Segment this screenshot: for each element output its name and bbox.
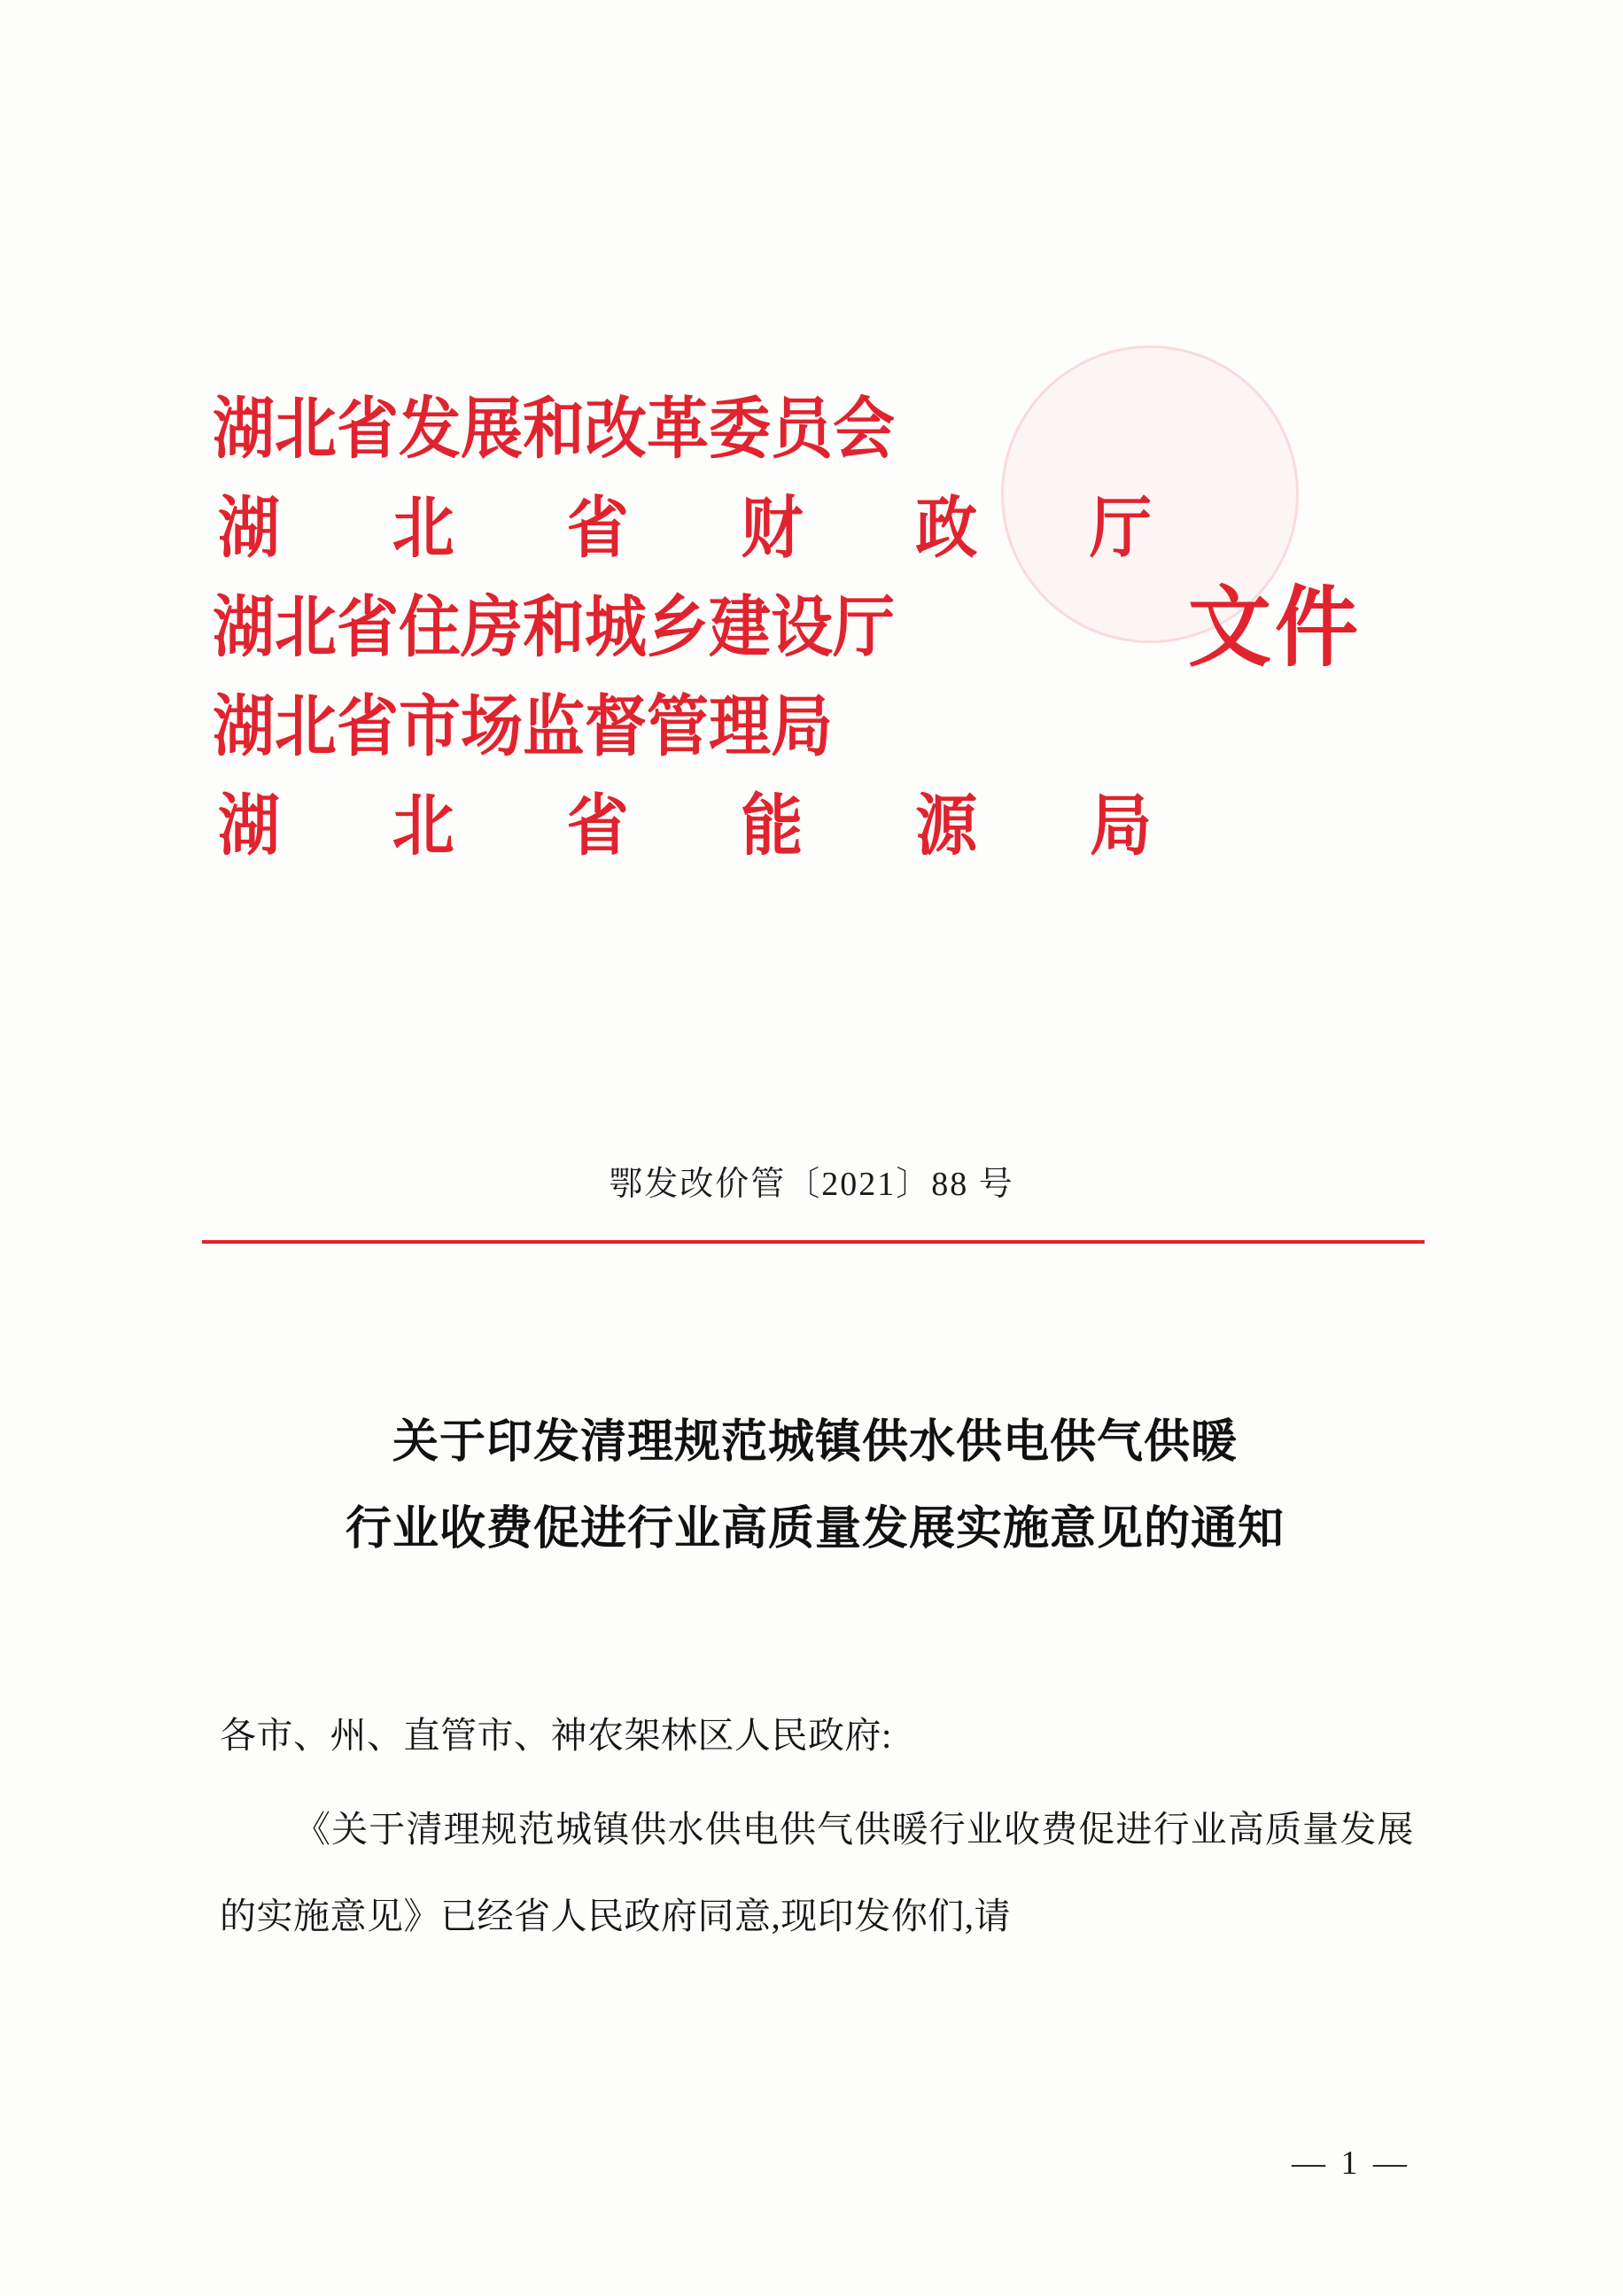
letterhead-wenjian-label: 文件 <box>1187 580 1362 678</box>
letterhead-line-5 <box>213 774 1152 881</box>
page-number: — 1 — <box>1292 2145 1410 2182</box>
letterhead-line-3: 湖北省住房和城乡建设厅 <box>213 591 895 666</box>
letterhead-line-2-char-2: 北 <box>392 492 454 567</box>
letterhead-line-2-char-6: 厅 <box>1089 492 1152 567</box>
letterhead-line-5-char-6: 局 <box>1089 789 1152 865</box>
letterhead-lines <box>213 381 1410 877</box>
letterhead-line-2-char-4: 财 <box>741 492 804 567</box>
letterhead-line-4: 湖北省市场监督管理局 <box>213 690 833 765</box>
letterhead-line-2-char-5: 政 <box>915 492 978 567</box>
document-number: 鄂发改价管〔2021〕88 号 <box>609 1166 1014 1203</box>
letterhead-line-5-char-2: 北 <box>392 789 454 865</box>
letterhead-line-5-char-4: 能 <box>741 789 804 865</box>
letterhead-line-5-char-3: 省 <box>566 789 629 865</box>
body-paragraph-1: 《关于清理规范城镇供水供电供气供暖行业收费促进行业高质量发展的实施意见》已经省人民政府同意,现印发你们,请 <box>220 1809 1414 1936</box>
document-title-line-2: 行业收费促进行业高质量发展实施意见的通知 <box>345 1504 1285 1555</box>
letterhead-line-2 <box>213 477 1152 584</box>
letterhead <box>0 381 1623 877</box>
red-divider-rule <box>202 1240 1425 1244</box>
letterhead-line-5-char-1: 湖 <box>218 789 280 865</box>
document-body <box>220 1692 1414 1959</box>
letterhead-line-1: 湖北省发展和改革委员会 <box>213 392 895 468</box>
letterhead-line-2-char-1: 湖 <box>218 492 280 567</box>
letterhead-line-5-char-5: 源 <box>915 789 978 865</box>
letterhead-line-2-char-3: 省 <box>566 492 629 567</box>
salutation: 各市、州、直管市、神农架林区人民政府: <box>220 1715 892 1756</box>
document-title-line-1: 关于印发清理规范城镇供水供电供气供暖 <box>392 1417 1238 1468</box>
document-title <box>213 1400 1417 1573</box>
